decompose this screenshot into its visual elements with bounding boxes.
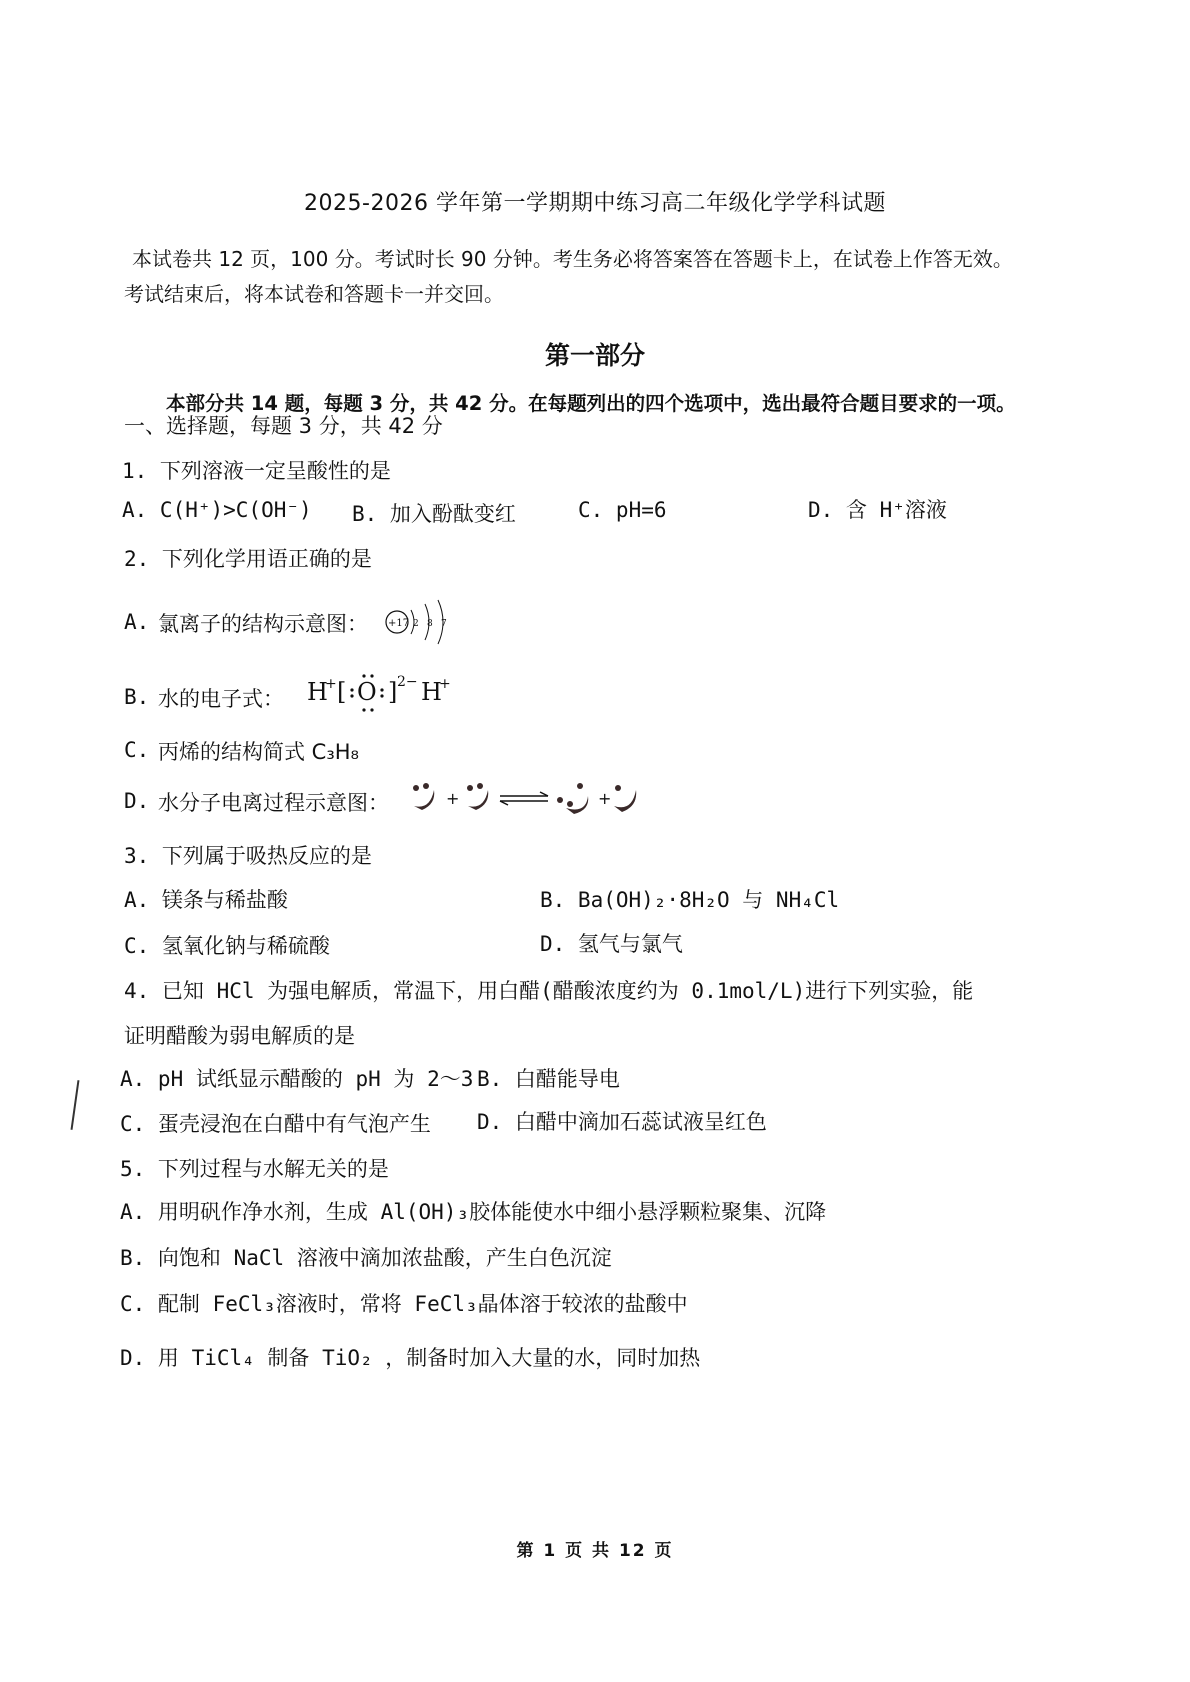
- exam-title: 2025-2026 学年第一学期期中练习高二年级化学学科试题: [304, 191, 886, 216]
- svg-text:+: +: [439, 676, 451, 692]
- question-1-option-d: D. 含 H⁺溶液: [808, 498, 947, 522]
- svg-text:2−: 2−: [397, 674, 418, 690]
- question-2-option-c-label: C.: [124, 738, 150, 762]
- notice-line-2: 考试结束后，将本试卷和答题卡一并交回。: [124, 282, 504, 306]
- part-title: 第一部分: [544, 341, 645, 370]
- question-2-option-a-label: A.: [124, 610, 150, 634]
- question-5-option-a: A. 用明矾作净水剂，生成 Al(OH)₃胶体能使水中细小悬浮颗粒聚集、沉降: [120, 1200, 827, 1224]
- question-5-option-c: C. 配制 FeCl₃溶液时，常将 FeCl₃晶体溶于较浓的盐酸中: [120, 1292, 688, 1316]
- notice-line-1: 本试卷共 12 页，100 分。考试时长 90 分钟。考生务必将答案答在答题卡上，在试卷上作答无效。: [132, 247, 1013, 271]
- part-description: 本部分共 14 题，每题 3 分，共 42 分。在每题列出的四个选项中，选出最符合题目要求的一项。: [166, 392, 1016, 415]
- section-heading: 一、选择题，每题 3 分，共 42 分: [124, 414, 443, 438]
- question-1-stem: 1. 下列溶液一定呈酸性的是: [122, 459, 391, 483]
- svg-text:H: H: [307, 678, 328, 706]
- question-2-option-b-label: B.: [124, 685, 150, 709]
- question-4-option-d: D. 白醋中滴加石蕊试液呈红色: [477, 1110, 767, 1134]
- question-5-stem: 5. 下列过程与水解无关的是: [120, 1157, 389, 1181]
- question-1-option-c: C. pH=6: [578, 498, 667, 522]
- page-number-footer: 第 1 页 共 12 页: [516, 1541, 674, 1561]
- margin-pen-mark: [71, 1080, 80, 1130]
- question-2-option-c-text: 丙烯的结构简式 C₃H₈: [158, 740, 359, 764]
- svg-text:+: +: [446, 789, 460, 808]
- question-3-stem: 3. 下列属于吸热反应的是: [124, 844, 372, 868]
- question-2-option-a-text: 氯离子的结构示意图：: [158, 612, 368, 636]
- question-4-stem-line-1: 4. 已知 HCl 为强电解质，常温下，用白醋(醋酸浓度约为 0.1mol/L)进行下列实验，能: [124, 979, 974, 1003]
- svg-text:+17: +17: [388, 618, 410, 629]
- question-3-option-d: D. 氢气与氯气: [540, 932, 683, 956]
- question-5-option-b: B. 向饱和 NaCl 溶液中滴加浓盐酸，产生白色沉淀: [120, 1246, 612, 1270]
- svg-text:]: ]: [388, 678, 398, 706]
- question-3-option-a: A. 镁条与稀盐酸: [124, 888, 288, 912]
- question-4-option-b: B. 白醋能导电: [477, 1067, 620, 1091]
- svg-text:+: +: [325, 676, 337, 692]
- question-1-option-b: B. 加入酚酞变红: [352, 502, 516, 526]
- question-3-option-b: B. Ba(OH)₂·8H₂O 与 NH₄Cl: [540, 888, 840, 912]
- question-1-option-a: A. C(H⁺)>C(OH⁻): [122, 498, 312, 522]
- svg-text:2: 2: [413, 619, 419, 629]
- svg-text:H: H: [421, 678, 442, 706]
- svg-text:+: +: [598, 789, 612, 808]
- question-4-option-c: C. 蛋壳浸泡在白醋中有气泡产生: [120, 1112, 431, 1136]
- question-4-option-a: A. pH 试纸显示醋酸的 pH 为 2～3: [120, 1067, 474, 1091]
- question-2-option-d-label: D.: [124, 789, 150, 813]
- chlorine-ion-structure-diagram: [380, 596, 460, 646]
- svg-text:O: O: [357, 678, 377, 706]
- svg-text:[: [: [337, 678, 347, 706]
- question-2-option-d-text: 水分子电离过程示意图：: [158, 791, 389, 815]
- water-electron-formula: [305, 668, 475, 718]
- question-3-option-c: C. 氢氧化钠与稀硫酸: [124, 934, 330, 958]
- svg-text:7: 7: [441, 619, 447, 629]
- question-5-option-d: D. 用 TiCl₄ 制备 TiO₂ ，制备时加入大量的水，同时加热: [120, 1346, 701, 1370]
- water-ionization-diagram: [408, 778, 648, 818]
- svg-text:8: 8: [427, 619, 433, 629]
- question-4-stem-line-2: 证明醋酸为弱电解质的是: [124, 1024, 355, 1048]
- question-2-stem: 2. 下列化学用语正确的是: [124, 547, 372, 571]
- question-2-option-b-text: 水的电子式：: [158, 687, 284, 711]
